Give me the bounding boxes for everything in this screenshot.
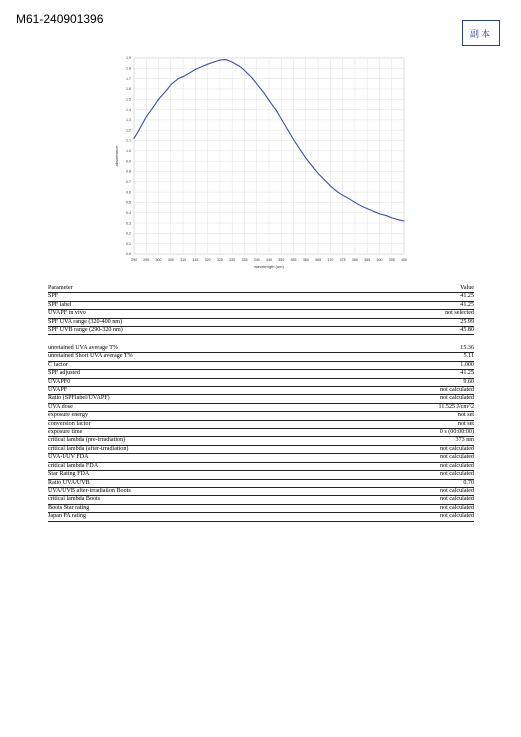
data-point xyxy=(170,84,171,85)
parameter-value: 41.25 xyxy=(348,370,474,378)
parameter-value: 15.36 xyxy=(348,345,474,353)
table-header-row xyxy=(48,285,474,293)
data-point xyxy=(300,150,301,151)
parameter-label: critical lambda FDA xyxy=(48,462,348,470)
copy-stamp: 副本 xyxy=(462,20,500,46)
data-point xyxy=(264,93,265,94)
parameter-value: 1.000 xyxy=(348,361,474,369)
y-tick-label: 1.5 xyxy=(126,97,131,102)
y-tick-label: 1.7 xyxy=(126,76,131,81)
parameter-label: critical lambda (after-irradiation) xyxy=(48,445,348,453)
parameter-value: not calculated xyxy=(348,513,474,521)
x-tick-label: 290 xyxy=(131,258,137,262)
data-point xyxy=(138,130,139,131)
x-tick-label: 315 xyxy=(192,258,199,262)
table-row xyxy=(48,301,474,309)
data-point xyxy=(244,70,245,71)
data-point xyxy=(305,158,306,159)
parameter-value: 0.70 xyxy=(348,479,474,487)
data-point xyxy=(337,192,338,193)
y-tick-label: 0.1 xyxy=(126,241,131,246)
parameter-label: SPF xyxy=(48,293,355,301)
parameter-value: not calculated xyxy=(348,504,474,512)
y-tick-label: 0.5 xyxy=(126,200,131,205)
parameter-label: Star Rating FDA xyxy=(48,471,348,479)
parameter-label: UVAPF xyxy=(48,387,348,395)
parameter-value: not calculated xyxy=(348,496,474,504)
table-row xyxy=(48,361,474,369)
parameter-label: UVAPF in vivo xyxy=(48,310,355,318)
data-point xyxy=(183,76,184,77)
data-point xyxy=(349,199,350,200)
parameter-label: UVA-I/UV FDA xyxy=(48,454,348,462)
x-tick-label: 380 xyxy=(351,258,358,262)
table-row xyxy=(48,445,474,453)
y-tick-label: 1.6 xyxy=(126,87,131,92)
table-row xyxy=(48,387,474,395)
parameter-label: SPF label xyxy=(48,301,355,309)
data-point xyxy=(195,69,196,70)
parameter-label: exposure time xyxy=(48,429,348,437)
x-tick-label: 370 xyxy=(327,258,334,262)
data-point xyxy=(293,139,294,140)
parameter-value: 41.25 xyxy=(355,293,474,301)
data-point xyxy=(342,195,343,196)
y-tick-label: 1.0 xyxy=(126,149,131,154)
data-point xyxy=(227,60,228,61)
data-point xyxy=(391,217,392,218)
table-row xyxy=(48,496,474,504)
table-row xyxy=(48,403,474,411)
x-tick-label: 365 xyxy=(315,258,322,262)
table-row xyxy=(48,479,474,487)
y-tick-label: 0.9 xyxy=(126,159,131,164)
x-tick-label: 350 xyxy=(278,258,285,262)
x-tick-label: 390 xyxy=(376,258,383,262)
parameter-label: unretained Short UVA average T% xyxy=(48,353,348,361)
data-point xyxy=(318,173,319,174)
data-point xyxy=(202,66,203,67)
parameter-label: SPF UVA range (320-400 nm) xyxy=(48,318,355,326)
parameter-label: UVAPF0 xyxy=(48,378,348,386)
parameter-value: not calculated xyxy=(348,387,474,395)
data-point xyxy=(281,118,282,119)
parameter-label: SPF adjusted xyxy=(48,370,348,378)
y-tick-label: 0.8 xyxy=(126,169,131,174)
data-point xyxy=(403,220,404,221)
parameter-label: UVA dose xyxy=(48,403,348,411)
data-point xyxy=(354,202,355,203)
parameter-value: 25.99 xyxy=(355,318,474,326)
header-value: Value xyxy=(355,285,474,293)
parameter-label: SPF UVB range (290-320 nm) xyxy=(48,327,355,335)
parameter-label: Ratio UVA/UVB xyxy=(48,479,348,487)
data-point xyxy=(146,116,147,117)
y-tick-label: 0.4 xyxy=(126,210,131,215)
absorbance-chart xyxy=(112,50,412,272)
table-row xyxy=(48,318,474,326)
parameter-label: Ratio (SPFlabel/UVAPF) xyxy=(48,395,348,403)
x-tick-label: 305 xyxy=(167,258,174,262)
x-tick-label: 325 xyxy=(216,258,223,262)
data-point xyxy=(158,99,159,100)
table-row xyxy=(48,370,474,378)
table-row xyxy=(48,454,474,462)
parameter-label: Japan PA rating xyxy=(48,513,348,521)
x-axis-label: wavelength (nm) xyxy=(254,264,284,269)
parameter-value: not calculated xyxy=(348,471,474,479)
data-point xyxy=(362,206,363,207)
x-tick-label: 345 xyxy=(266,258,272,262)
table-row xyxy=(48,487,474,495)
data-point xyxy=(330,185,331,186)
x-tick-label: 395 xyxy=(388,258,395,262)
data-point xyxy=(399,219,400,220)
table-row xyxy=(48,378,474,386)
data-point xyxy=(224,59,225,60)
parameter-label: conversion factor xyxy=(48,420,348,428)
y-tick-label: 1.9 xyxy=(126,56,131,61)
y-tick-label: 1.3 xyxy=(126,118,131,123)
table-row xyxy=(48,471,474,479)
table-row xyxy=(48,412,474,420)
x-tick-label: 360 xyxy=(302,258,309,262)
parameter-value: 373 nm xyxy=(348,437,474,445)
table-row xyxy=(48,310,474,318)
data-point xyxy=(379,213,380,214)
parameter-value: not calculated xyxy=(348,487,474,495)
parameter-value: 11.525 J/cm^2 xyxy=(348,403,474,411)
chart-svg xyxy=(112,50,412,272)
parameter-label: unretained UVA average T% xyxy=(48,345,348,353)
y-tick-label: 0.0 xyxy=(126,252,131,257)
table-row xyxy=(48,327,474,335)
x-tick-label: 375 xyxy=(339,258,346,262)
parameter-label: Boots Star rating xyxy=(48,504,348,512)
table-row xyxy=(48,293,474,301)
x-tick-label: 340 xyxy=(253,258,260,262)
data-point xyxy=(232,62,233,63)
y-tick-label: 1.4 xyxy=(126,107,131,112)
table-row xyxy=(48,513,474,521)
data-point xyxy=(325,180,326,181)
parameter-value: not calculated xyxy=(348,462,474,470)
parameter-value: not selected xyxy=(355,310,474,318)
y-tick-label: 0.6 xyxy=(126,190,131,195)
data-point xyxy=(190,72,191,73)
data-point xyxy=(207,64,208,65)
y-tick-label: 1.2 xyxy=(126,128,131,133)
y-tick-label: 0.7 xyxy=(126,179,131,184)
x-tick-label: 385 xyxy=(364,258,371,262)
y-tick-label: 1.1 xyxy=(126,138,131,143)
table-row xyxy=(48,345,474,353)
table-row xyxy=(48,353,474,361)
summary-table xyxy=(48,285,474,335)
data-point xyxy=(133,138,134,139)
parameter-value: 9.60 xyxy=(348,378,474,386)
table-row xyxy=(48,395,474,403)
details-table xyxy=(48,345,474,522)
data-point xyxy=(367,208,368,209)
parameter-value: 0 s (00:00:00) xyxy=(348,429,474,437)
data-point xyxy=(268,100,269,101)
parameter-value: 41.25 xyxy=(355,301,474,309)
parameter-value: not set xyxy=(348,420,474,428)
header-parameter: Parameter xyxy=(48,285,355,293)
data-point xyxy=(214,61,215,62)
parameter-label: critical lambda Boots xyxy=(48,496,348,504)
document-id: M61-240901396 xyxy=(16,12,104,26)
y-tick-label: 0.3 xyxy=(126,221,131,226)
parameter-label: UVA/UVB after-irradiation Boots xyxy=(48,487,348,495)
x-tick-label: 330 xyxy=(229,258,236,262)
table-row xyxy=(48,429,474,437)
y-tick-label: 1.8 xyxy=(126,66,131,71)
x-tick-label: 335 xyxy=(241,258,248,262)
parameter-value: not calculated xyxy=(348,445,474,453)
data-point xyxy=(165,90,166,91)
x-tick-label: 320 xyxy=(204,258,211,262)
data-point xyxy=(239,66,240,67)
x-tick-label: 400 xyxy=(401,258,407,262)
x-tick-label: 300 xyxy=(155,258,162,262)
data-point xyxy=(374,211,375,212)
parameter-value: not set xyxy=(348,412,474,420)
data-point xyxy=(288,131,289,132)
parameter-label: C factor xyxy=(48,361,348,369)
parameter-label: exposure energy xyxy=(48,412,348,420)
table-row xyxy=(48,504,474,512)
table-row xyxy=(48,437,474,445)
data-point xyxy=(256,83,257,84)
parameter-value: 45.80 xyxy=(355,327,474,335)
table-row xyxy=(48,462,474,470)
data-point xyxy=(386,215,387,216)
data-point xyxy=(178,78,179,79)
x-tick-label: 295 xyxy=(143,258,150,262)
data-point xyxy=(219,60,220,61)
parameter-value: 5.11 xyxy=(348,353,474,361)
x-tick-label: 310 xyxy=(180,258,187,262)
parameter-value: not calculated xyxy=(348,395,474,403)
parameter-value: not calculated xyxy=(348,454,474,462)
data-point xyxy=(313,167,314,168)
parameter-label: critical lambda (pre-irradiation) xyxy=(48,437,348,445)
table-row xyxy=(48,420,474,428)
data-point xyxy=(276,110,277,111)
y-axis-label: absorbance xyxy=(114,145,119,167)
x-tick-label: 355 xyxy=(290,258,297,262)
data-point xyxy=(153,106,154,107)
data-point xyxy=(251,77,252,78)
y-tick-label: 0.2 xyxy=(126,231,131,236)
